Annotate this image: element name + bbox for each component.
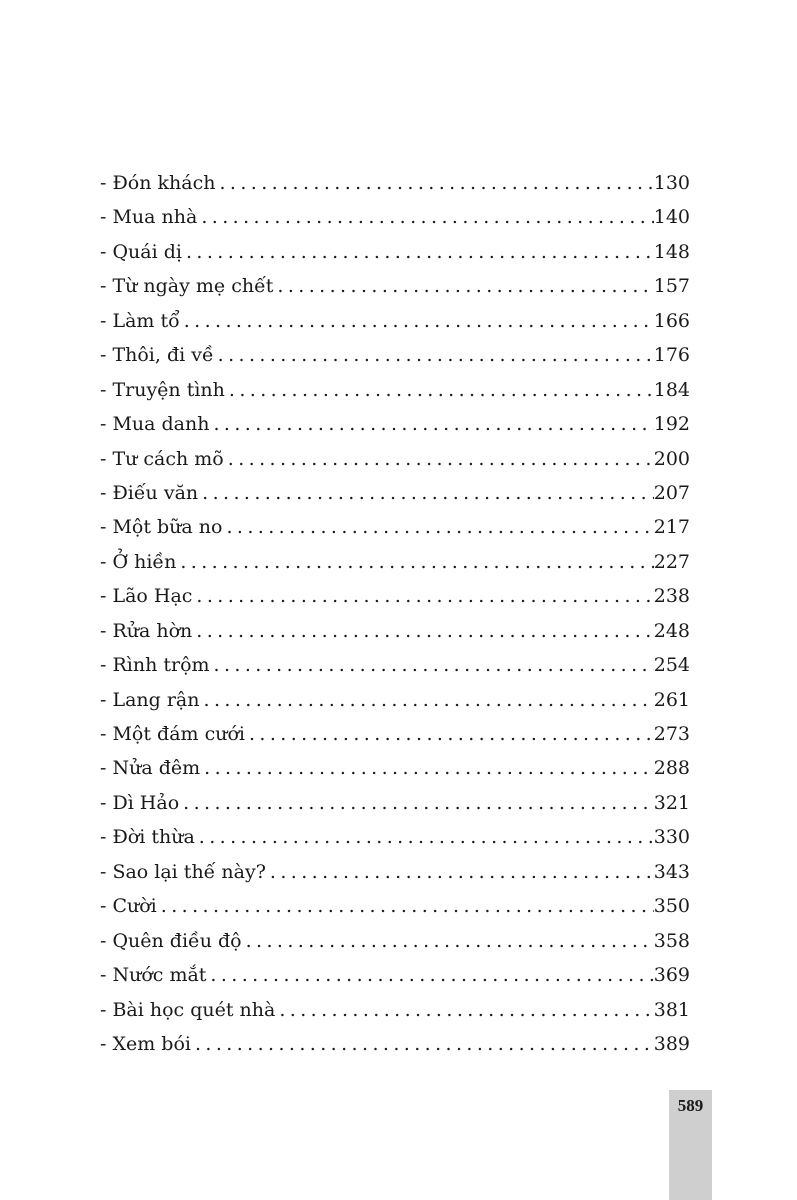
toc-entry-title: - Quái dị <box>100 240 182 263</box>
toc-entry-title: - Lão Hạc <box>100 585 193 608</box>
toc-entry-page: 227 <box>653 550 690 573</box>
toc-entry-title: - Ở hiền <box>100 550 177 573</box>
toc-entry-title: - Nửa đêm <box>100 757 201 780</box>
dot-leader <box>196 614 653 648</box>
dot-leader <box>180 545 653 579</box>
toc-entry-page: 288 <box>653 757 690 780</box>
dot-leader <box>279 993 653 1027</box>
dot-leader <box>228 442 654 476</box>
dot-leader <box>195 1027 654 1061</box>
toc-entry-title: - Nước mắt <box>100 964 207 987</box>
dot-leader <box>210 958 653 992</box>
toc-entry-title: - Đón khách <box>100 172 216 194</box>
toc-entry[interactable] <box>100 166 690 200</box>
toc-entry-page: 157 <box>653 275 690 298</box>
dot-leader <box>201 200 653 234</box>
toc-entry-page: 207 <box>653 481 690 504</box>
toc-entry[interactable] <box>100 1027 690 1061</box>
toc-entry-title: - Làm tổ <box>100 309 180 332</box>
toc-entry-title: - Một đám cưới <box>100 723 245 745</box>
dot-leader <box>229 373 654 407</box>
dot-leader <box>184 304 654 338</box>
toc-entry-page: 389 <box>653 1032 690 1055</box>
toc-entry[interactable] <box>100 304 690 338</box>
dot-leader <box>204 751 654 785</box>
toc-entry-title: - Cười <box>100 895 157 918</box>
toc-entry-title: - Rình trộm <box>100 654 210 677</box>
dot-leader <box>213 407 653 441</box>
page-number: 589 <box>677 1096 704 1115</box>
toc-entry-page: 217 <box>653 516 690 539</box>
toc-entry-title: - Xem bói <box>100 1032 191 1055</box>
dot-leader <box>196 579 653 613</box>
toc-entry-title: - Điếu văn <box>100 481 199 504</box>
toc-entry[interactable] <box>100 924 690 958</box>
toc-entry[interactable] <box>100 958 690 992</box>
toc-entry-title: - Thôi, đi về <box>100 344 214 367</box>
toc-entry-page: 140 <box>653 206 690 229</box>
toc-entry-title: - Dì Hảo <box>100 791 180 814</box>
toc-entry[interactable] <box>100 442 690 476</box>
toc-entry-title: - Bài học quét nhà <box>100 998 276 1021</box>
toc-entry-page: 184 <box>653 378 690 401</box>
toc-entry-page: 200 <box>653 447 690 470</box>
toc-entry[interactable] <box>100 820 690 854</box>
toc-entry-title: - Sao lại thế này? <box>100 860 266 883</box>
toc-entry-page: 176 <box>653 344 690 367</box>
toc-entry-title: - Mua danh <box>100 413 210 436</box>
toc-entry-title: - Đời thừa <box>100 826 195 849</box>
toc-entry[interactable] <box>100 855 690 889</box>
dot-leader <box>186 235 654 269</box>
toc-entry-page: 321 <box>653 791 690 814</box>
toc-entry-page: 166 <box>653 309 690 332</box>
toc-entry[interactable] <box>100 751 690 785</box>
toc-entry-page: 369 <box>653 964 690 987</box>
toc-entry[interactable] <box>100 614 690 648</box>
toc-entry[interactable] <box>100 648 690 682</box>
toc-entry[interactable] <box>100 200 690 234</box>
toc-entry-page: 358 <box>653 929 690 952</box>
dot-leader <box>183 786 654 820</box>
dot-leader <box>226 510 653 544</box>
toc-entry-title: - Từ ngày mẹ chết <box>100 275 274 298</box>
toc-entry[interactable] <box>100 407 690 441</box>
toc-entry-page: 238 <box>653 585 690 608</box>
toc-entry-page: 350 <box>653 895 690 918</box>
toc-entry[interactable] <box>100 373 690 407</box>
toc-entry-title: - Rửa hờn <box>100 619 193 642</box>
toc-entry[interactable] <box>100 683 690 717</box>
toc-entry-page: 248 <box>653 619 690 642</box>
dot-leader <box>204 683 654 717</box>
toc-entry[interactable] <box>100 993 690 1027</box>
toc-entry-title: - Quên điều độ <box>100 929 242 952</box>
dot-leader <box>199 820 654 854</box>
toc-entry-page: 192 <box>653 413 690 436</box>
dot-leader <box>270 855 654 889</box>
toc-entry-title: - Lang rận <box>100 688 200 711</box>
toc-entry-page: 261 <box>653 688 690 711</box>
dot-leader <box>219 166 653 200</box>
dot-leader <box>249 717 654 751</box>
toc-entry[interactable] <box>100 269 690 303</box>
toc-entry-page: 130 <box>653 172 690 194</box>
dot-leader <box>218 338 654 372</box>
toc-entry[interactable] <box>100 579 690 613</box>
toc-entry-page: 381 <box>653 998 690 1021</box>
toc-entry[interactable] <box>100 786 690 820</box>
toc-entry[interactable] <box>100 545 690 579</box>
toc-entry-title: - Một bữa no <box>100 516 223 539</box>
toc-entry[interactable] <box>100 889 690 923</box>
toc-entry-title: - Mua nhà <box>100 206 198 229</box>
table-of-contents <box>100 166 690 1061</box>
dot-leader <box>161 889 654 923</box>
dot-leader <box>214 648 654 682</box>
dot-leader <box>246 924 654 958</box>
toc-entry[interactable] <box>100 510 690 544</box>
toc-entry-title: - Truyện tình <box>100 378 225 401</box>
dot-leader <box>277 269 653 303</box>
toc-entry[interactable] <box>100 235 690 269</box>
toc-entry-page: 273 <box>653 723 690 745</box>
toc-entry-page: 254 <box>653 654 690 677</box>
toc-entry[interactable] <box>100 476 690 510</box>
toc-entry-title: - Tư cách mõ <box>100 447 224 470</box>
toc-entry[interactable] <box>100 338 690 372</box>
toc-entry[interactable] <box>100 717 690 751</box>
toc-entry-page: 343 <box>653 860 690 883</box>
toc-entry-page: 148 <box>653 240 690 263</box>
toc-entry-page: 330 <box>653 826 690 849</box>
dot-leader <box>202 476 654 510</box>
